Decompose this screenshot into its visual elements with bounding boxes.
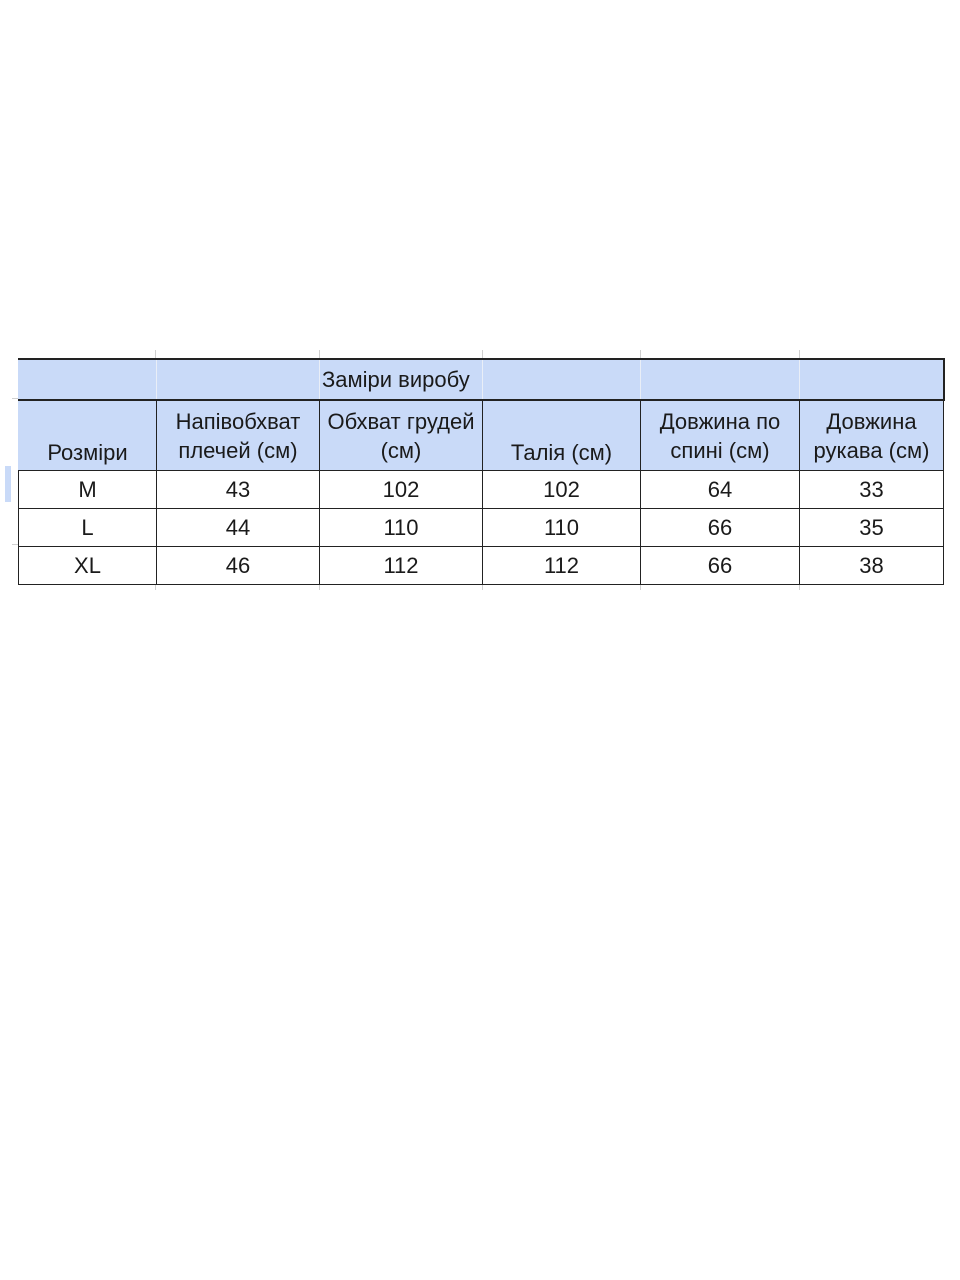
size-table <box>18 358 945 585</box>
cell[interactable] <box>800 359 944 400</box>
table-title-row <box>19 359 944 400</box>
gridline <box>799 350 800 358</box>
table-header-row <box>19 400 944 471</box>
cell[interactable] <box>19 359 157 400</box>
table-cell[interactable]: 43 <box>157 471 320 509</box>
table-row <box>19 471 944 509</box>
table-cell[interactable]: 66 <box>641 547 800 585</box>
size-cell[interactable]: XL <box>19 547 157 585</box>
table-cell[interactable]: 102 <box>320 471 483 509</box>
gridline <box>482 350 483 358</box>
table-title-cell[interactable] <box>320 359 483 400</box>
table-cell[interactable]: 44 <box>157 509 320 547</box>
table-cell[interactable]: 46 <box>157 547 320 585</box>
header-waist[interactable]: Талія (см) <box>483 400 641 471</box>
gridline <box>319 350 320 358</box>
gridline <box>155 350 156 358</box>
header-back-length[interactable]: Довжина по спині (см) <box>641 400 800 471</box>
table-cell[interactable]: 33 <box>800 471 944 509</box>
table-cell[interactable]: 102 <box>483 471 641 509</box>
cell[interactable] <box>157 359 320 400</box>
table-row <box>19 547 944 585</box>
cell[interactable] <box>483 359 641 400</box>
header-sizes[interactable]: Розміри <box>19 400 157 471</box>
gridline <box>640 350 641 358</box>
header-half-shoulder[interactable]: Напівобхват плечей (см) <box>157 400 320 471</box>
table-cell[interactable]: 66 <box>641 509 800 547</box>
cell[interactable] <box>641 359 800 400</box>
table-cell[interactable]: 64 <box>641 471 800 509</box>
table-cell[interactable]: 110 <box>483 509 641 547</box>
table-cell[interactable]: 110 <box>320 509 483 547</box>
table-cell[interactable]: 112 <box>320 547 483 585</box>
row-selection-marker <box>5 466 11 502</box>
header-chest[interactable]: Обхват грудей (см) <box>320 400 483 471</box>
header-sleeve-length[interactable]: Довжина рукава (см) <box>800 400 944 471</box>
table-title: Заміри виробу <box>322 367 470 392</box>
size-chart-sheet <box>18 358 943 585</box>
table-cell[interactable]: 112 <box>483 547 641 585</box>
table-row <box>19 509 944 547</box>
size-cell[interactable]: L <box>19 509 157 547</box>
size-cell[interactable]: M <box>19 471 157 509</box>
table-cell[interactable]: 38 <box>800 547 944 585</box>
table-cell[interactable]: 35 <box>800 509 944 547</box>
